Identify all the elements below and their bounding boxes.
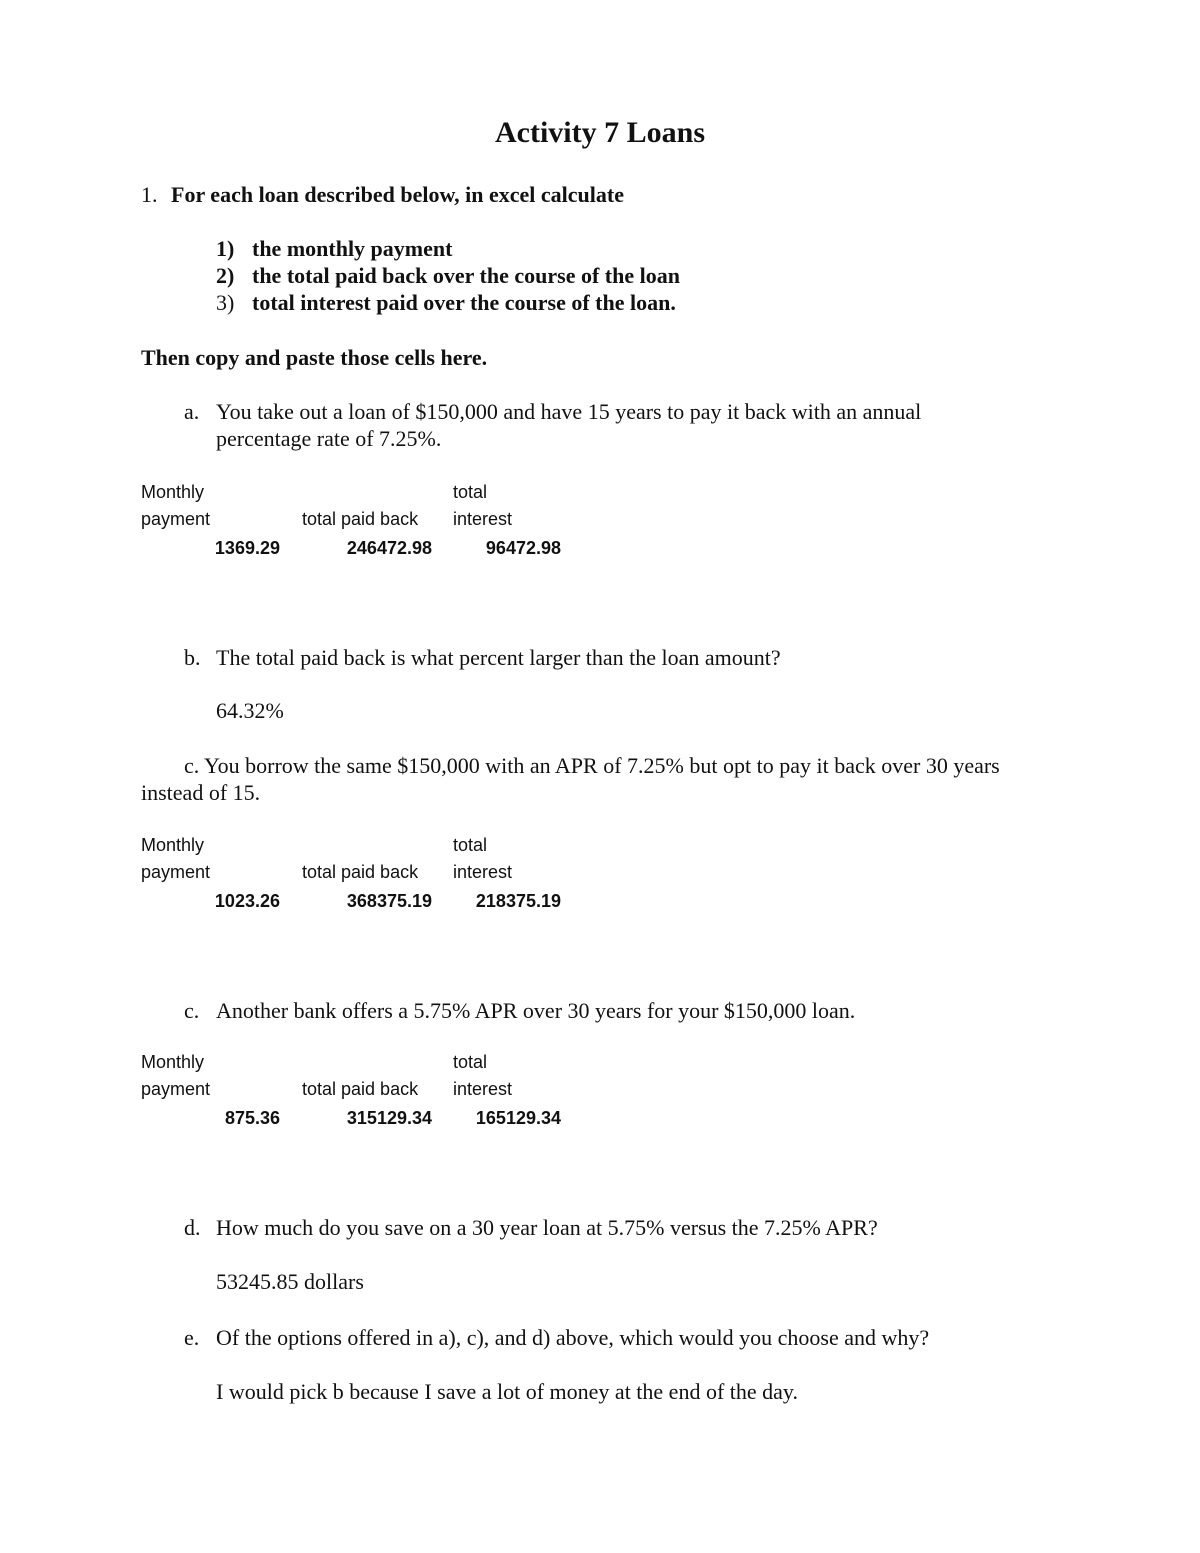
header-payment: payment xyxy=(141,1079,211,1099)
part-a-line1: You take out a loan of $150,000 and have 15 years to pay it back with an annual xyxy=(216,399,922,424)
part-c1-line1: c. You borrow the same $150,000 with an APR of 7.25% but opt to pay it back over 30 years xyxy=(184,753,1000,778)
value-total-paid-back: 368375.19 xyxy=(346,891,432,911)
instruction: Then copy and paste those cells here. xyxy=(141,345,488,370)
header-interest: interest xyxy=(453,862,513,882)
header-total-paid-back: total paid back xyxy=(302,1079,419,1099)
value-total-interest: 218375.19 xyxy=(475,891,561,911)
header-payment: payment xyxy=(141,862,211,882)
question-prompt: For each loan described below, in excel calculate xyxy=(171,182,624,207)
part-e-answer: I would pick b because I save a lot of money at the end of the day. xyxy=(216,1379,798,1404)
part-d-question: How much do you save on a 30 year loan at 5.75% versus the 7.25% APR? xyxy=(216,1215,878,1240)
step-number: 3) xyxy=(216,290,235,315)
header-interest: interest xyxy=(453,509,513,529)
header-total: total xyxy=(453,835,488,855)
value-monthly-payment: 875.36 xyxy=(224,1108,280,1128)
step-number: 2) xyxy=(216,263,235,288)
header-total-paid-back: total paid back xyxy=(302,509,419,529)
header-monthly: Monthly xyxy=(141,482,205,502)
part-e-question: Of the options offered in a), c), and d) above, which would you choose and why? xyxy=(216,1325,930,1350)
part-b-answer: 64.32% xyxy=(216,698,284,723)
header-payment: payment xyxy=(141,509,211,529)
part-label: c. xyxy=(184,998,200,1023)
part-b-question: The total paid back is what percent larger than the loan amount? xyxy=(216,645,781,670)
part-c2-question: Another bank offers a 5.75% APR over 30 years for your $150,000 loan. xyxy=(216,998,856,1023)
step-number: 1) xyxy=(216,236,235,261)
header-total: total xyxy=(453,1052,488,1072)
value-monthly-payment: 1369.29 xyxy=(214,538,280,558)
value-total-interest: 165129.34 xyxy=(475,1108,561,1128)
question-number: 1. xyxy=(141,182,158,207)
page-title: Activity 7 Loans xyxy=(495,116,705,149)
part-c1-line2: instead of 15. xyxy=(141,780,261,805)
header-monthly: Monthly xyxy=(141,1052,205,1072)
header-interest: interest xyxy=(453,1079,513,1099)
value-total-interest: 96472.98 xyxy=(485,538,561,558)
part-label: a. xyxy=(184,399,200,424)
step-text: the monthly payment xyxy=(252,236,453,261)
part-a-line2: percentage rate of 7.25%. xyxy=(216,426,442,451)
part-d-answer: 53245.85 dollars xyxy=(216,1269,364,1294)
value-monthly-payment: 1023.26 xyxy=(214,891,280,911)
part-label: b. xyxy=(184,645,201,670)
step-text: the total paid back over the course of the loan xyxy=(252,263,680,288)
value-total-paid-back: 315129.34 xyxy=(346,1108,432,1128)
header-monthly: Monthly xyxy=(141,835,205,855)
part-label: d. xyxy=(184,1215,201,1240)
header-total-paid-back: total paid back xyxy=(302,862,419,882)
part-label: e. xyxy=(184,1325,200,1350)
header-total: total xyxy=(453,482,488,502)
step-text: total interest paid over the course of the loan. xyxy=(252,290,676,315)
value-total-paid-back: 246472.98 xyxy=(346,538,432,558)
